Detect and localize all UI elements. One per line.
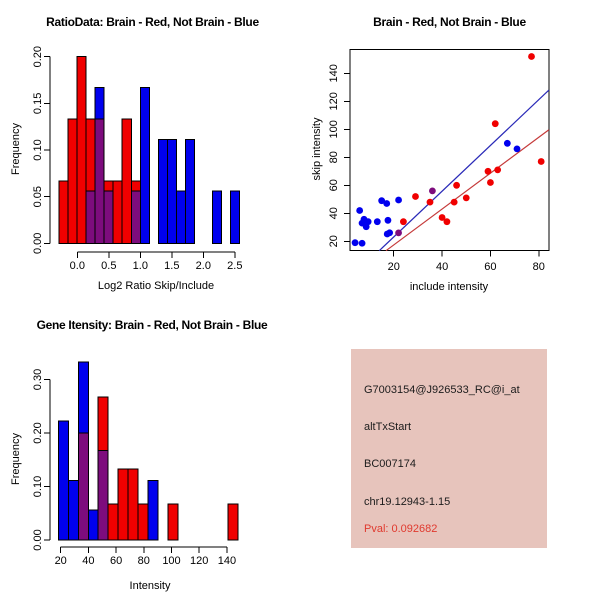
tick-label: 80 — [137, 555, 150, 567]
ratio-hist-title: RatioData: Brain - Red, Not Brain - Blue — [46, 15, 259, 29]
tick-label: 0.20 — [32, 422, 44, 444]
tick-label: 80 — [532, 261, 545, 273]
info-line-event-type: altTxStart — [364, 421, 412, 433]
tick-label: 0.00 — [32, 232, 44, 255]
tick-label: 2.5 — [227, 260, 243, 272]
ratio-hist-bars — [59, 57, 240, 244]
tick-label: 0.15 — [32, 92, 44, 115]
tick-label: 0.10 — [32, 475, 44, 498]
scatter-points — [352, 53, 545, 247]
info-line-accession: BC007174 — [364, 458, 416, 470]
info-line-probe-id: G7003154@J926533_RC@i_at — [364, 384, 520, 396]
tick-label: 60 — [328, 179, 340, 192]
gene-info-panel — [351, 349, 547, 548]
tick-label: 0.0 — [69, 260, 85, 272]
scatter-title: Brain - Red, Not Brain - Blue — [373, 15, 526, 29]
tick-label: 140 — [328, 64, 340, 83]
tick-label: 60 — [109, 555, 123, 567]
tick-label: 1.0 — [132, 260, 148, 272]
tick-label: 0.20 — [32, 45, 44, 68]
tick-label: 1.5 — [164, 260, 180, 272]
gene-hist-bars — [58, 362, 237, 540]
regression-lines — [379, 90, 549, 251]
tick-label: 20 — [328, 235, 340, 248]
tick-label: 40 — [82, 555, 95, 567]
tick-label: 120 — [190, 555, 209, 567]
gene-hist-ylabel: Frequency — [10, 433, 22, 485]
tick-label: 100 — [328, 120, 340, 139]
tick-label: 20 — [54, 555, 67, 567]
tick-label: 40 — [328, 207, 340, 220]
tick-label: 0.00 — [32, 529, 44, 551]
tick-label: 80 — [328, 151, 340, 164]
tick-label: 140 — [217, 555, 237, 567]
info-line-locus: chr19.12943-1.15 — [364, 496, 451, 508]
scatter-xlabel: include intensity — [409, 281, 489, 293]
gene-hist-plot — [32, 362, 238, 567]
ratio-hist-ylabel: Frequency — [10, 123, 22, 175]
tick-label: 120 — [328, 92, 340, 111]
ratio-hist-xlabel: Log2 Ratio Skip/Include — [97, 280, 215, 292]
gene-hist-title: Gene Itensity: Brain - Red, Not Brain - Blue — [36, 318, 268, 332]
tick-label: 40 — [435, 261, 449, 273]
tick-label: 60 — [484, 261, 497, 273]
tick-label: 100 — [162, 555, 181, 567]
tick-label: 0.05 — [32, 185, 44, 208]
info-line-pval: Pval: 0.092682 — [364, 523, 438, 535]
ratio-hist-plot — [32, 46, 242, 272]
gene-hist-xlabel: Intensity — [129, 580, 171, 592]
tick-label: 0.30 — [32, 368, 44, 391]
scatter-ylabel: skip intensity — [311, 117, 323, 181]
tick-label: 2.0 — [195, 260, 211, 272]
tick-label: 0.10 — [32, 139, 44, 161]
intensity-scatter-plot — [328, 49, 549, 273]
tick-label: 20 — [387, 261, 400, 273]
tick-label: 0.5 — [101, 260, 117, 272]
